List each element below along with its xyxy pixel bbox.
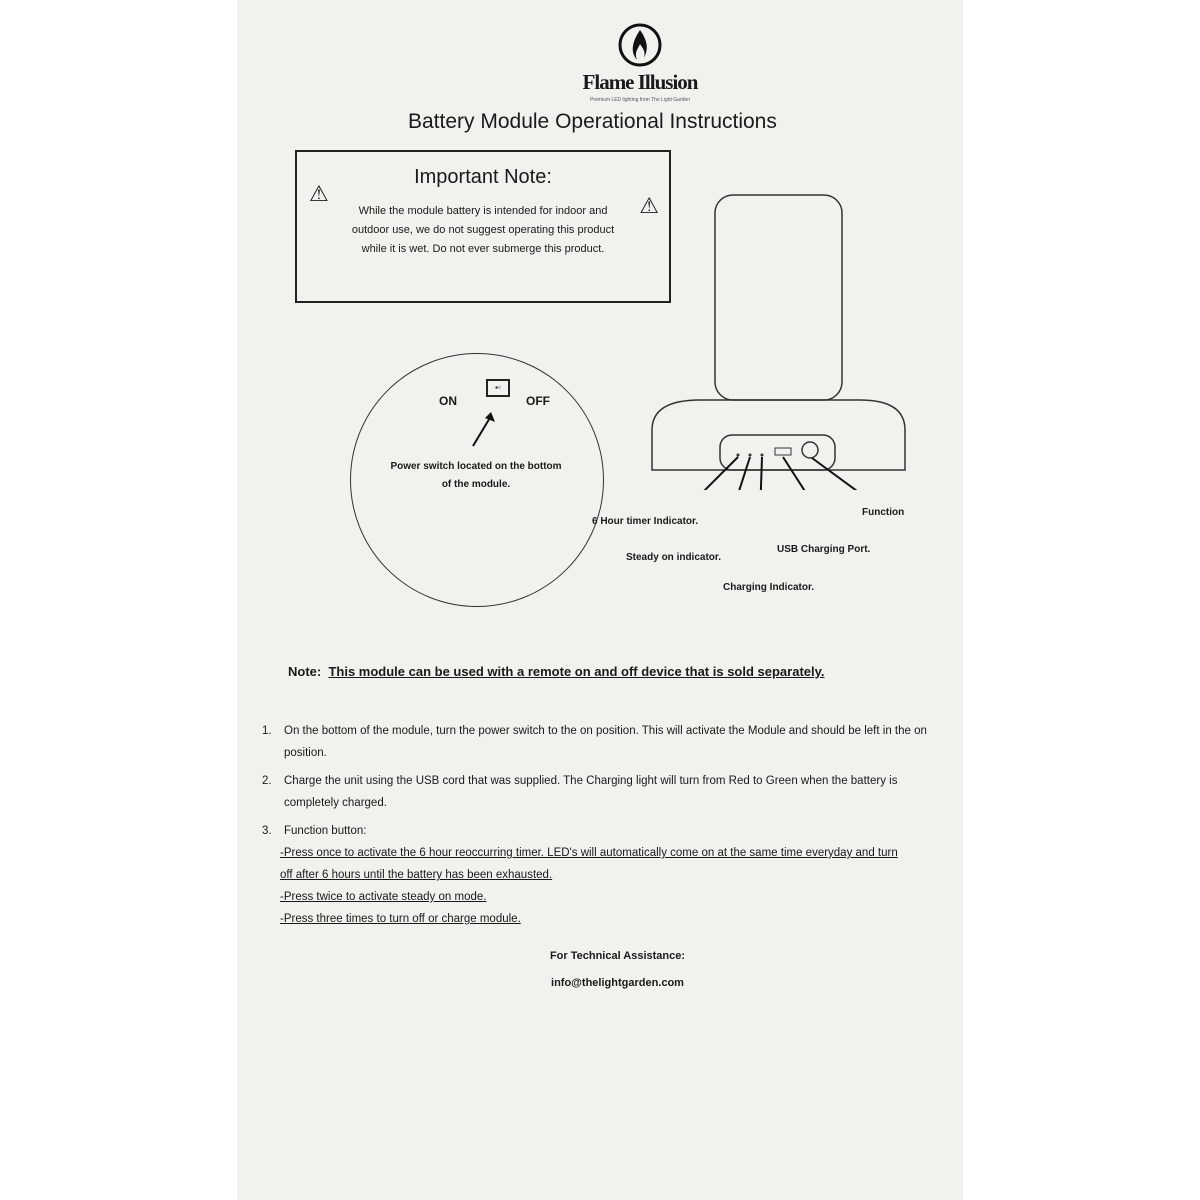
page-title: Battery Module Operational Instructions — [408, 110, 777, 133]
function-detail: -Press three times to turn off or charge module. — [280, 913, 521, 925]
logo-tagline: Premium LED lighting from The Light Garden — [590, 97, 690, 103]
switch-on-label: ON — [439, 394, 457, 408]
logo-name: Flame Illusion — [582, 70, 698, 94]
function-details — [280, 842, 910, 930]
support-email[interactable]: info@thelightgarden.com — [551, 977, 684, 989]
switch-off-label: OFF — [526, 394, 550, 408]
step-text: Charge the unit using the USB cord that was supplied. The Charging light will turn from Red to Green when the battery is completely charged. — [284, 775, 898, 809]
important-heading: Important Note: — [414, 166, 552, 188]
note-label: Note: — [288, 664, 322, 679]
switch-caption: Power switch located on the bottom of the module. — [390, 461, 562, 490]
step-number: 2. — [262, 775, 272, 787]
step-item — [262, 720, 942, 764]
charging-indicator-label: Charging Indicator. — [723, 582, 815, 593]
note-text: This module can be used with a remote on and off device that is sold separately. — [328, 664, 825, 679]
step-item — [262, 820, 942, 842]
step-number: 3. — [262, 825, 272, 837]
function-label: Function — [862, 507, 905, 518]
step-number: 1. — [262, 725, 272, 737]
steady-indicator-label: Steady on indicator. — [626, 552, 722, 563]
step-text: Function button: — [284, 825, 367, 837]
switch-diagram — [350, 353, 604, 607]
warning-icon: ⚠ — [639, 193, 659, 218]
important-body: While the module battery is intended for indoor and outdoor use, we do not suggest operating this product while it is wet. Do not ever submerge this product. — [351, 205, 615, 255]
warning-icon: ⚠ — [309, 181, 329, 206]
remote-note — [288, 664, 825, 679]
support-heading: For Technical Assistance: — [549, 950, 686, 962]
flame-logo-icon — [617, 22, 663, 68]
timer-indicator-label: 6 Hour timer Indicator. — [592, 516, 699, 527]
usb-port-label: USB Charging Port. — [777, 544, 871, 555]
step-item — [262, 770, 942, 814]
step-text: On the bottom of the module, turn the power switch to the on position. This will activate the Module and should be left in the on position. — [284, 725, 927, 759]
arrow-icon — [469, 410, 499, 450]
steps-list — [262, 720, 942, 930]
important-note-box — [295, 150, 671, 303]
function-detail: -Press twice to activate steady on mode. — [280, 891, 487, 903]
logo — [600, 22, 680, 73]
power-switch-icon: ▪▫ — [486, 379, 510, 397]
battery-module-diagram — [640, 190, 960, 490]
function-detail: -Press once to activate the 6 hour reoccurring timer. LED's will automatically come on at the same time everyday and turn off after 6 hours until the battery has been exhausted. — [280, 847, 898, 881]
